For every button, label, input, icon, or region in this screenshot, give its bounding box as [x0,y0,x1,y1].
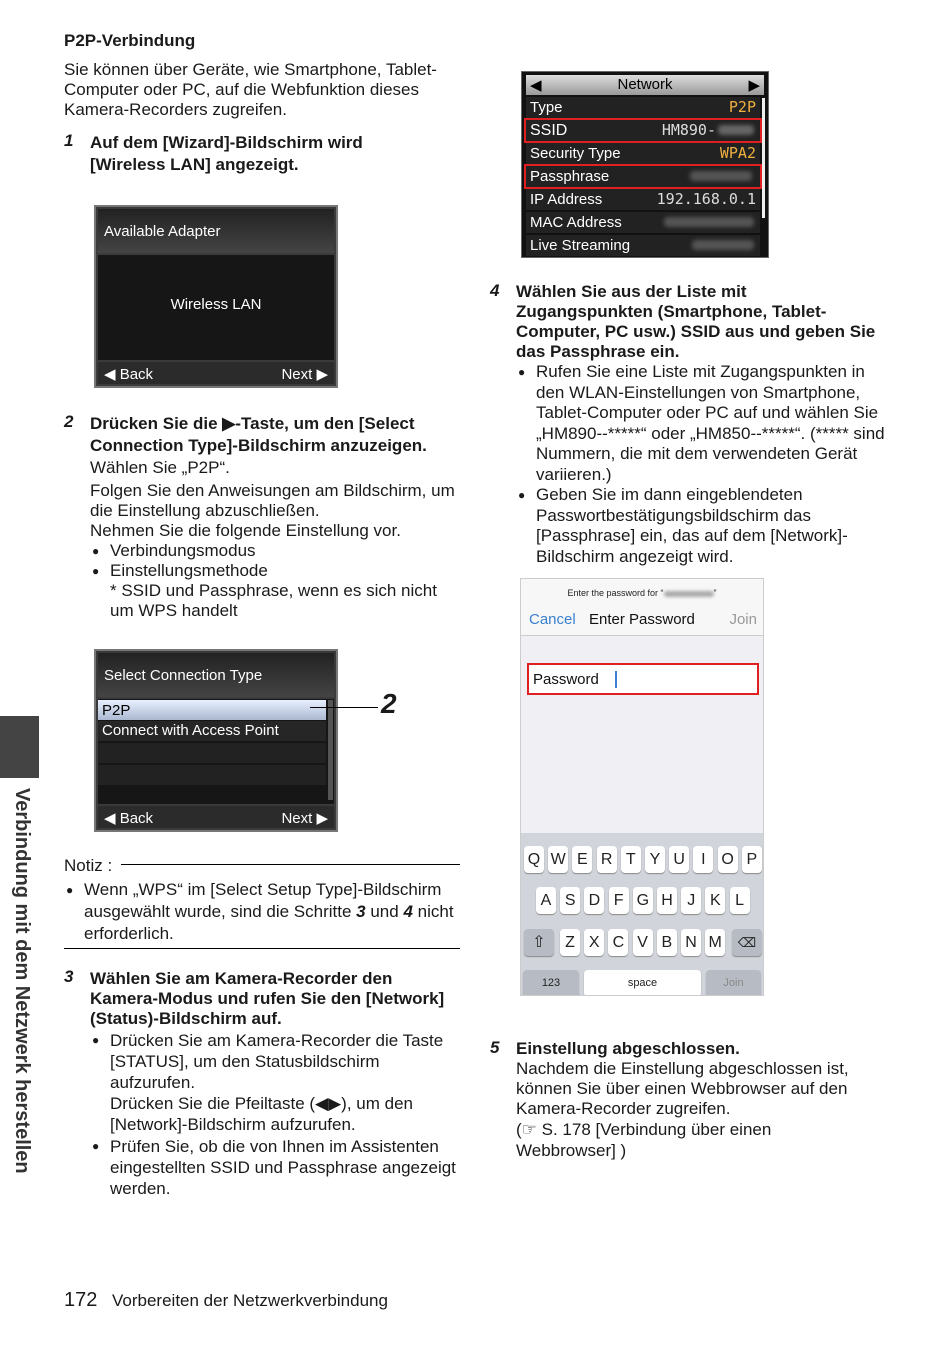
scrollbar [762,98,765,218]
shift-icon[interactable]: ⇧ [524,929,554,956]
step3-bullet1b: Drücken Sie die Pfeiltaste (◀▶), um den [Network]-Bildschirm aufzurufen. [110,1094,413,1134]
network-row-ssid: SSID HM890- [524,118,762,143]
step4-number: 4 [490,281,500,300]
note-rule-bottom [64,948,460,949]
step2-note: * SSID und Passphrase, wenn es sich nicht um WPS handelt [110,581,437,620]
step2-body [90,458,465,621]
phone-nav-bar [521,579,763,636]
step5-title: Einstellung abgeschlossen. [516,1039,740,1058]
arrow-left-icon: ◀ [530,77,542,94]
step2-p2: Folgen Sie den Anweisungen am Bildschirm, um die Einstellung abzuschließen. [90,481,455,520]
step4-title: Wählen Sie aus der Liste mit Zugangspunkten (Smartphone, Tablet-Computer, PC usw.) SSID aus und geben Sie das Passphrase ein. [516,282,876,361]
key-x[interactable]: X [584,929,604,956]
join-key[interactable]: Join [706,970,761,996]
key-y[interactable]: Y [645,846,665,873]
callout-line [310,707,378,708]
step2-p3: Nehmen Sie die folgende Einstellung vor. [90,521,401,540]
join-button[interactable]: Join [729,611,757,628]
key-q[interactable]: Q [524,846,544,873]
numbers-key[interactable]: 123 [523,970,579,996]
text-cursor [615,671,617,688]
cancel-button[interactable]: Cancel [529,611,576,628]
screen-header: Select Connection Type [104,667,263,684]
step5-number: 5 [490,1038,500,1057]
note-rule-top [121,864,460,865]
note-label: Notiz : [64,856,113,875]
arrow-right-icon: ▶ [748,77,760,94]
network-row-type: Type P2P [526,97,760,118]
keyboard [521,833,763,995]
key-g[interactable]: G [633,887,653,914]
network-row-streaming: Live Streaming [526,235,760,256]
key-o[interactable]: O [718,846,738,873]
chapter-side-label: Verbindung mit dem Netzwerk herstellen [11,788,33,1174]
step4-bullet2: ● Geben Sie im dann eingeblendeten Passwortbestätigungsbildschirm das [Passphrase] ein, das auf dem [Network]-Bildschirm angezeigt wird. [516,485,886,567]
p2p-option: P2P [98,700,326,720]
network-status-screen [521,71,769,258]
footer-text: Vorbereiten der Netzwerkverbindung [112,1291,388,1310]
step3-number: 3 [64,967,74,986]
key-b[interactable]: B [657,929,677,956]
key-w[interactable]: W [548,846,568,873]
page-number: 172 [64,1289,98,1311]
step2-number: 2 [64,412,74,431]
back-label: ◀ Back [104,810,154,827]
screen-header: Available Adapter [104,223,221,240]
key-m[interactable]: M [705,929,725,956]
network-header: ◀ Network ▶ [526,75,764,95]
network-row-mac: MAC Address [526,212,760,233]
key-d[interactable]: D [584,887,604,914]
blurred-value [718,125,754,135]
key-p[interactable]: P [742,846,762,873]
key-i[interactable]: I [693,846,713,873]
blurred-value [692,240,754,250]
key-j[interactable]: J [681,887,701,914]
key-v[interactable]: V [633,929,653,956]
network-row-security: Security Type WPA2 [526,143,760,164]
key-z[interactable]: Z [560,929,580,956]
back-label: ◀ Back [104,366,154,383]
step1-number: 1 [64,131,74,150]
blurred-value [664,217,754,227]
step3-bullet2: ● Prüfen Sie, ob die von Ihnen im Assistenten eingestellten SSID und Passphrase angezeigt werden. [90,1136,465,1199]
blurred-value [690,171,752,181]
step1-title: Auf dem [Wizard]-Bildschirm wird [Wireless LAN] angezeigt. [90,133,363,174]
scrollbar [328,700,333,800]
step3-title: Wählen Sie am Kamera-Recorder den Kamera-Modus und rufen Sie den [Network] (Status)-Bildschirm auf. [90,969,445,1028]
key-l[interactable]: L [730,887,750,914]
password-prompt: Enter the password for “ ” [567,588,717,598]
section-title: P2P-Verbindung [64,31,196,50]
wireless-lan-option: Wireless LAN [170,296,262,313]
network-row-ip: IP Address 192.168.0.1 [526,189,760,210]
step3-body [90,1030,465,1199]
key-n[interactable]: N [681,929,701,956]
phone-password-screen [520,578,764,996]
access-point-option: Connect with Access Point [98,721,326,741]
step4-body [516,362,886,567]
callout-number: 2 [381,688,397,719]
intro-text: Sie können über Geräte, wie Smartphone, Tablet-Computer oder PC, auf die Webfunktion dieses Kamera-Recorders zugreifen. [64,60,437,119]
space-key[interactable]: space [584,970,701,996]
step2-p1: Wählen Sie „P2P“. [90,458,230,477]
step2-bullet1: ● Verbindungsmodus [90,541,465,561]
key-c[interactable]: C [608,929,628,956]
key-k[interactable]: K [705,887,725,914]
key-t[interactable]: T [621,846,641,873]
next-label: Next ▶ [281,366,328,383]
chapter-tab [0,716,39,778]
key-r[interactable]: R [597,846,617,873]
key-u[interactable]: U [669,846,689,873]
backspace-icon[interactable]: ⌫ [732,929,762,956]
step2-bullet2: ● Einstellungsmethode [90,561,465,581]
key-e[interactable]: E [572,846,592,873]
step3-bullet1: ● Drücken Sie am Kamera-Recorder die Taste [STATUS], um den Statusbildschirm aufzurufen. [90,1030,465,1093]
key-f[interactable]: F [609,887,629,914]
next-label: Next ▶ [281,810,328,827]
step2-title: Drücken Sie die ▶-Taste, um den [Select Connection Type]-Bildschirm anzuzeigen. [90,414,427,455]
key-s[interactable]: S [560,887,580,914]
step5-ref[interactable]: (☞ S. 178 [Verbindung über einen Webbrowser] ) [516,1120,772,1160]
key-a[interactable]: A [536,887,556,914]
wizard-screen [94,205,338,388]
network-row-passphrase: Passphrase [524,164,762,189]
step5-text: Nachdem die Einstellung abgeschlossen ist, können Sie über einen Webbrowser auf den Kamera-Recorder zugreifen. [516,1059,849,1118]
enter-password-title: Enter Password [589,611,695,628]
step4-bullet1: ● Rufen Sie eine Liste mit Zugangspunkten in den WLAN-Einstellungen von Smartphone, Tablet-Computer oder PC auf und wählen Sie „HM890--*****“ oder „HM850--*****“. (***** sind Nummern, die mit dem verwendeten Gerät variieren.) [516,362,886,485]
note-text: ● Wenn „WPS“ im [Select Setup Type]-Bildschirm ausgewählt wurde, sind die Schritte 3 und 4 nicht erforderlich. [64,879,474,945]
password-field[interactable]: Password [527,663,759,695]
key-h[interactable]: H [657,887,677,914]
connection-type-screen [94,649,338,832]
